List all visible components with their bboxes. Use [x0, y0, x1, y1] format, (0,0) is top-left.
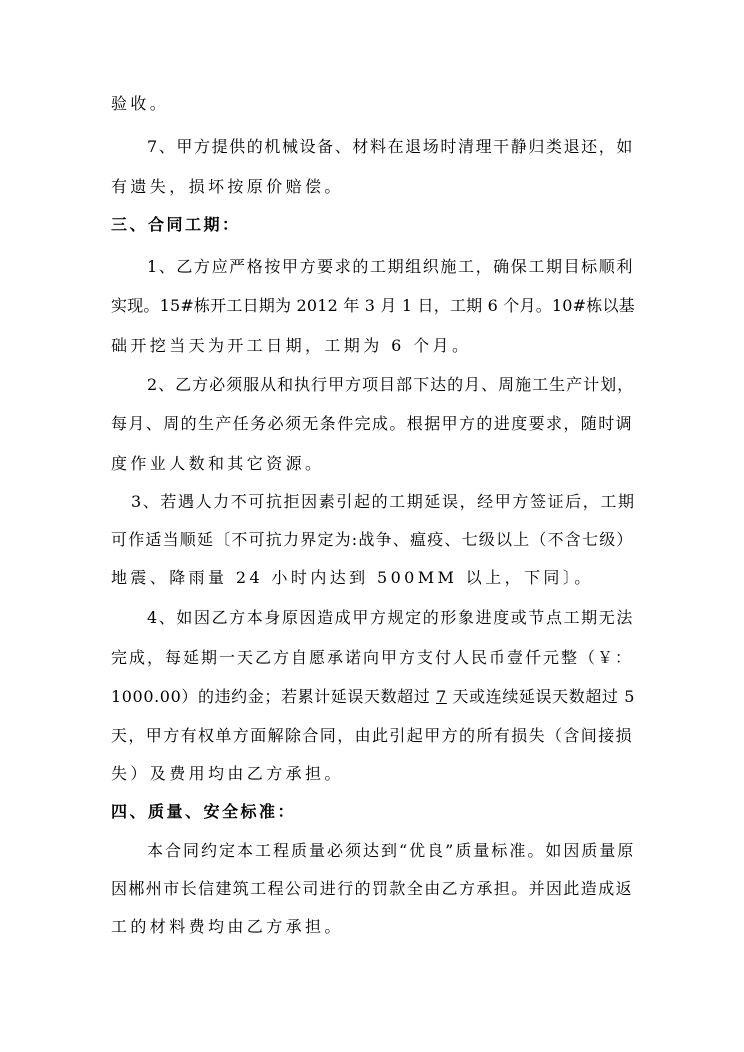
text-line: 度作业人数和其它资源。 — [111, 454, 325, 473]
text-line: 地震、降雨量 24 小时内达到 500MM 以上，下同〕。 — [111, 568, 594, 587]
text-line: 完成，每延期一天乙方自愿承诺向甲方支付人民币壹仟元整（￥： — [111, 648, 634, 667]
text-line: 每月、周的生产任务必须无条件完成。根据甲方的进度要求，随时调 — [111, 414, 634, 433]
text-line: 因郴州市长信建筑工程公司进行的罚款全由乙方承担。并因此造成返 — [111, 879, 634, 898]
text-line: 2、乙方必须服从和执行甲方项目部下达的月、周施工生产计划， — [147, 375, 635, 394]
text-segment: 天或连续延误天数超过 5 — [446, 687, 635, 706]
text-line: 失）及费用均由乙方承担。 — [111, 764, 344, 783]
text-line: 3、若遇人力不可抗拒因素引起的工期延误，经甲方签证后，工期 — [131, 492, 636, 511]
underlined-value: 7 — [436, 687, 447, 706]
text-line: 7、甲方提供的机械设备、材料在退场时清理干静归类退还，如 — [147, 137, 634, 156]
text-line: 本合同约定本工程质量必须达到“优良”质量标准。如因质量原 — [147, 841, 636, 860]
text-line: 4、如因乙方本身原因造成甲方规定的形象进度或节点工期无法 — [147, 608, 634, 627]
section-heading: 三、合同工期： — [111, 215, 241, 234]
text-segment: 1000.00）的违约金；若累计延误天数超过 — [111, 687, 437, 706]
text-line: 天，甲方有权单方面解除合同，由此引起甲方的所有损失（含间接损 — [111, 726, 634, 745]
text-line: 可作适当顺延〔不可抗力界定为:战争、瘟疫、七级以上（不含七级） — [111, 530, 634, 549]
text-line: 1、乙方应严格按甲方要求的工期组织施工，确保工期目标顺利 — [147, 257, 634, 276]
text-line: 有遗失，损坏按原价赔偿。 — [111, 177, 344, 196]
text-line: 工的材料费均由乙方承担。 — [111, 917, 344, 936]
text-line — [111, 687, 635, 707]
section-heading: 四、质量、安全标准： — [111, 802, 297, 821]
text-line: 实现。15#栋开工日期为 2012 年 3 月 1 日，工期 6 个月。10#栋以基 — [111, 296, 635, 315]
text-line: 础开挖当天为开工日期，工期为 6 个月。 — [111, 336, 472, 355]
text-line: 验收。 — [111, 94, 170, 113]
